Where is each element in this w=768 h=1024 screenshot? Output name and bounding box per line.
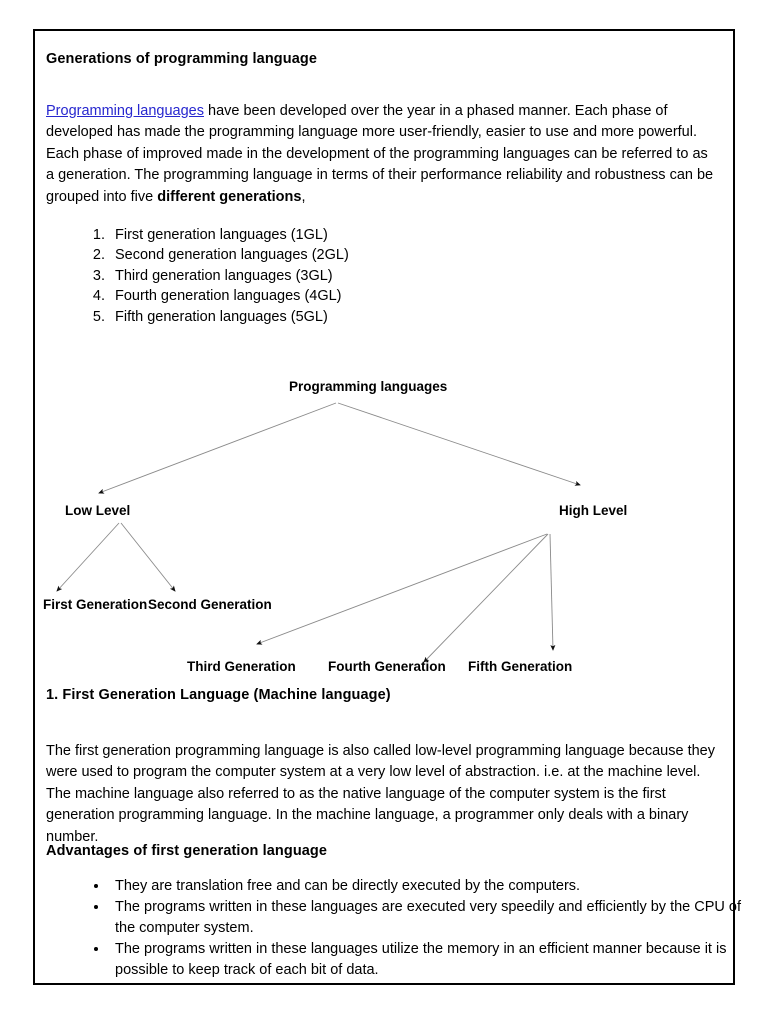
arrow-low-to-first-gen (57, 523, 119, 591)
generation-list (81, 225, 349, 327)
arrow-root-to-high-level (338, 403, 580, 485)
arrow-high-to-third-gen (257, 534, 547, 644)
list-item: 3. Third generation languages (3GL) (109, 266, 349, 286)
intro-paragraph (46, 101, 718, 209)
diagram-node-second-generation: Second Generation (148, 597, 272, 612)
arrow-low-to-second-gen (121, 523, 175, 591)
first-generation-body-paragraph: The first generation programming language is also called low-level programming language because they were used to program the computer system at a very low level of abstraction. i.e. at the machine level. The machine language also referred to as the native language of the computer system is the first generation programming language. In the machine language, a programmer only deals with a binary number. (46, 742, 715, 845)
advantages-list (81, 876, 757, 981)
arrow-high-to-fifth-gen (550, 534, 553, 650)
list-item: • The programs written in these languages are executed very speedily and efficiently by the CPU of the computer system. (109, 897, 757, 939)
diagram-node-programming-languages: Programming languages (289, 379, 448, 394)
intro-text-end: , (301, 188, 306, 205)
diagram-node-first-generation: First Generation (43, 597, 148, 612)
document-page (33, 29, 741, 985)
list-item: 2. Second generation languages (2GL) (109, 245, 349, 265)
diagram-node-high-level: High Level (559, 503, 628, 518)
section-heading-advantages: Advantages of first generation language (46, 843, 328, 859)
arrow-high-to-fourth-gen (424, 534, 548, 662)
diagram-node-low-level: Low Level (65, 503, 131, 518)
list-item: • The programs written in these languages utilize the memory in an efficient manner because it is possible to keep track of each bit of data. (109, 939, 757, 981)
intro-text-main: have been developed over the year in a phased manner. Each phase of developed has made the programming language more user-friendly, easier to use and more powerful. Each phase of improved made in the development of the programming languages can be referred to as a generation. The programming language in terms of their performance reliability and robustness can be grouped into five (46, 102, 714, 205)
list-item: 4. Fourth generation languages (4GL) (109, 286, 349, 306)
diagram-arrows (35, 361, 735, 681)
arrow-root-to-low-level (99, 403, 336, 493)
intro-bold-phrase: different generations (157, 188, 302, 205)
list-item: 1. First generation languages (1GL) (109, 225, 349, 245)
programming-languages-link[interactable]: Programming languages (46, 102, 204, 119)
page-title: Generations of programming language (46, 51, 317, 67)
list-item: 5. Fifth generation languages (5GL) (109, 307, 349, 327)
section-heading-first-generation: 1. First Generation Language (Machine language) (46, 687, 391, 703)
diagram-node-fourth-generation: Fourth Generation (328, 659, 446, 674)
list-item: • They are translation free and can be directly executed by the computers. (109, 876, 757, 897)
diagram-node-fifth-generation: Fifth Generation (468, 659, 573, 674)
diagram-node-third-generation: Third Generation (187, 659, 296, 674)
programming-languages-hierarchy-diagram (35, 361, 735, 681)
